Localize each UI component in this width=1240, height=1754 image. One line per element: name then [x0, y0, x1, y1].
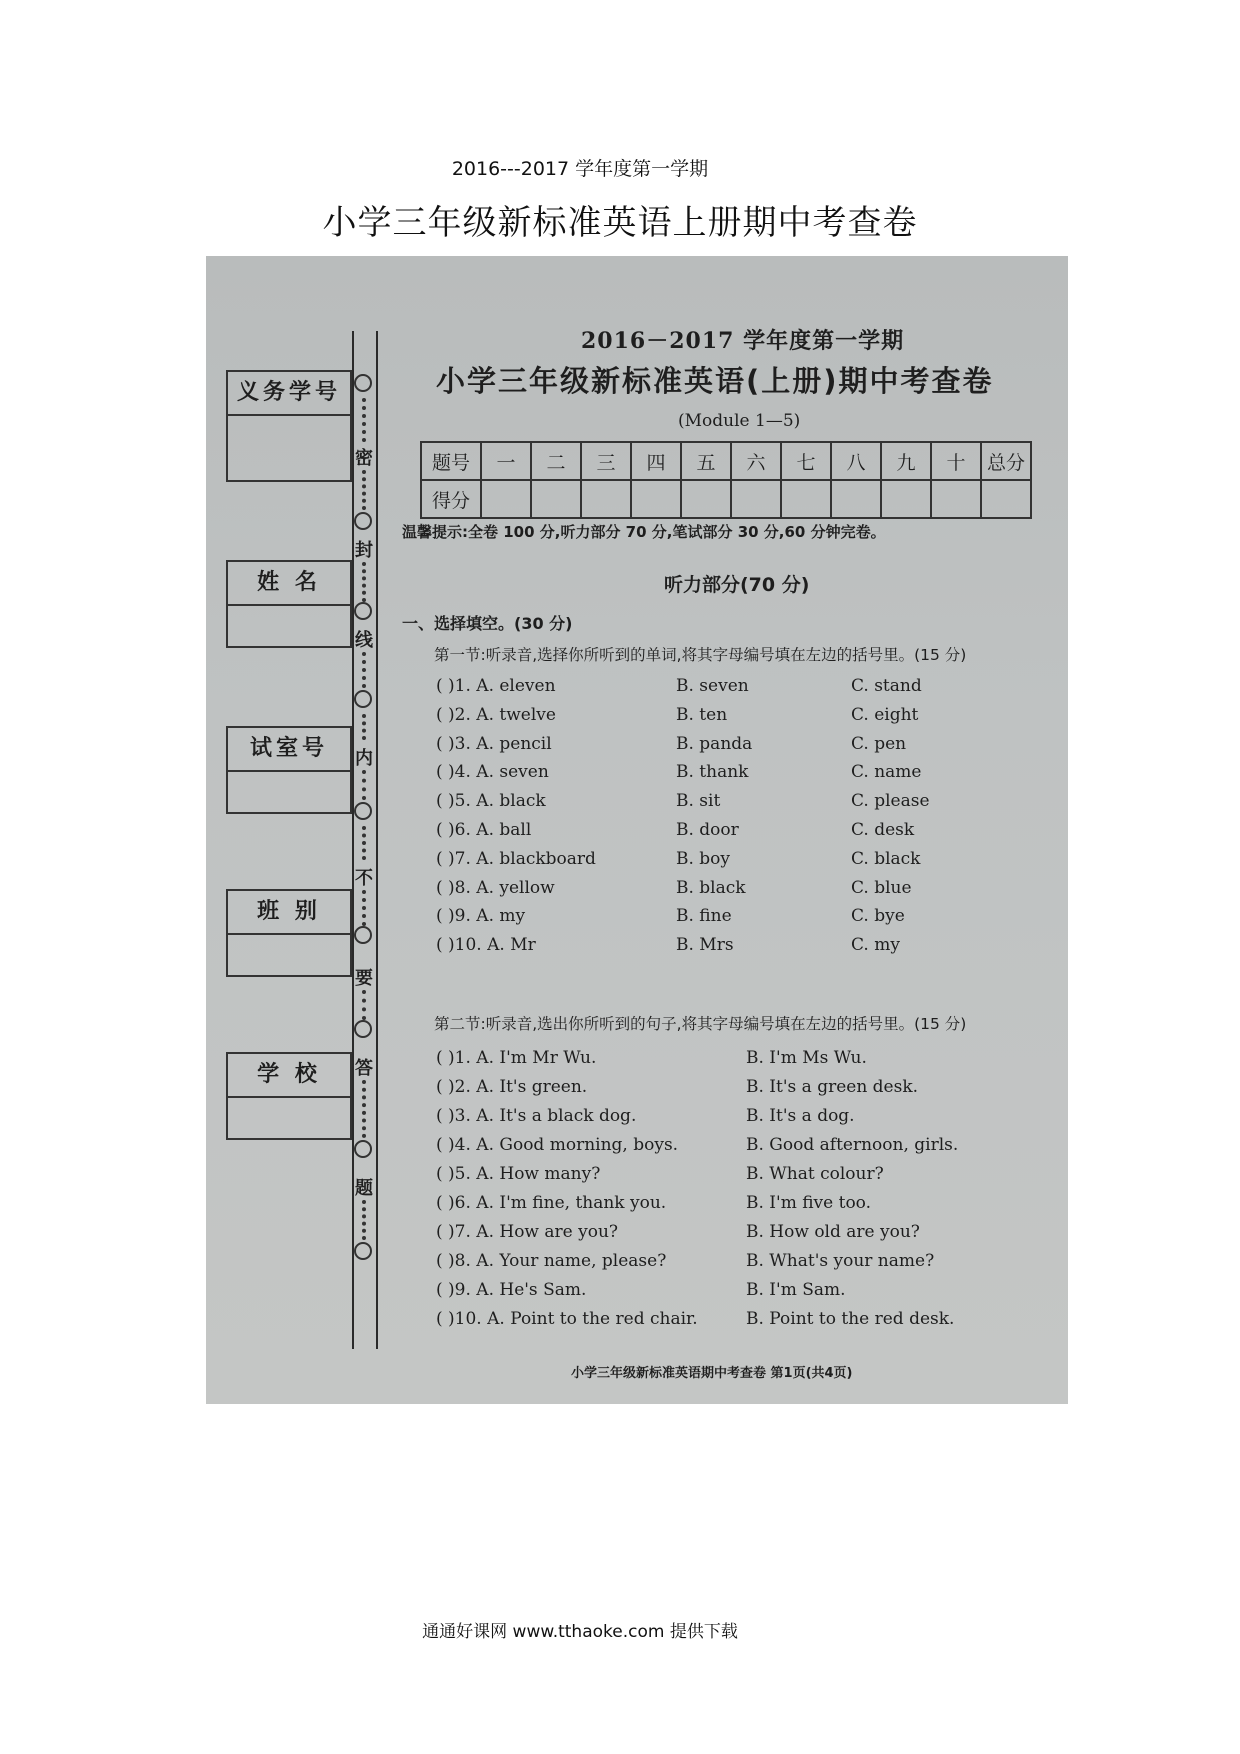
question-option-a: ( )8. A. Your name, please?	[436, 1251, 667, 1271]
question-option-c: C. my	[851, 935, 900, 956]
score-cell: 九	[881, 442, 931, 480]
info-box-exam-room	[226, 726, 352, 814]
seal-circle	[354, 1242, 372, 1260]
question-option-b: B. Point to the red desk.	[746, 1309, 955, 1329]
question-option-c: C. desk	[851, 820, 915, 840]
seal-char: 题	[355, 1178, 373, 1199]
seal-circle	[354, 1140, 372, 1158]
seal-circle	[354, 690, 372, 708]
seal-dots	[362, 1080, 370, 1138]
question-option-b: B. ten	[676, 704, 728, 725]
question-option-b: B. What colour?	[746, 1164, 884, 1184]
seal-dots	[362, 770, 370, 800]
seal-dots	[362, 398, 370, 442]
score-cell	[481, 480, 531, 518]
seal-char: 线	[355, 630, 373, 651]
info-label: 试室号	[228, 728, 350, 772]
question-option-a: ( )5. A. black	[436, 791, 546, 812]
seal-dots	[362, 890, 370, 926]
sub2-instruction: 第二节:听录音,选出你所听到的句子,将其字母编号填在左边的括号里。(15 分)	[434, 1015, 967, 1033]
seal-dots	[362, 826, 370, 860]
info-box-name	[226, 560, 352, 648]
question-option-b: B. I'm five too.	[746, 1193, 872, 1213]
seal-line	[352, 374, 376, 1314]
section-title: 一、选择填空。(30 分)	[402, 614, 573, 633]
seal-circle	[354, 512, 372, 530]
seal-dots	[362, 1200, 370, 1240]
exam-page-footer: 小学三年级新标准英语期中考查卷 第1页(共4页)	[571, 1366, 853, 1381]
seal-dots	[362, 562, 370, 602]
question-option-a: ( )4. A. seven	[436, 762, 549, 783]
score-cell: 十	[931, 442, 981, 480]
question-option-a: ( )8. A. yellow	[436, 877, 555, 898]
score-cell	[531, 480, 581, 518]
seal-circle	[354, 374, 372, 392]
seal-char: 不	[355, 868, 373, 889]
question-option-b: B. black	[676, 877, 746, 898]
question-option-c: C. stand	[851, 676, 922, 696]
question-option-b: B. thank	[676, 762, 749, 783]
question-option-a: ( )10. A. Point to the red chair.	[436, 1309, 698, 1329]
seal-char: 答	[355, 1058, 373, 1079]
question-option-c: C. please	[851, 791, 930, 812]
question-option-a: ( )9. A. He's Sam.	[436, 1280, 587, 1300]
info-label: 姓 名	[228, 562, 350, 606]
score-cell	[631, 480, 681, 518]
seal-char: 封	[355, 540, 373, 561]
exam-photo	[206, 256, 1068, 1404]
score-cell	[731, 480, 781, 518]
info-box-class	[226, 889, 352, 977]
score-cell: 三	[581, 442, 631, 480]
exam-title: 小学三年级新标准英语(上册)期中考查卷	[436, 364, 994, 398]
question-option-a: ( )1. A. I'm Mr Wu.	[436, 1048, 597, 1068]
question-option-a: ( )1. A. eleven	[436, 676, 556, 696]
seal-circle	[354, 802, 372, 820]
document-title: 小学三年级新标准英语上册期中考查卷	[322, 203, 918, 243]
question-option-b: B. Mrs	[676, 935, 734, 956]
score-cell: 总分	[981, 442, 1031, 480]
score-cell: 一	[481, 442, 531, 480]
info-box-school	[226, 1052, 352, 1140]
info-label: 班 别	[228, 891, 350, 935]
question-option-a: ( )7. A. blackboard	[436, 848, 596, 869]
score-cell	[681, 480, 731, 518]
question-option-a: ( )9. A. my	[436, 906, 526, 927]
term-heading: 2016---2017 学年度第一学期	[451, 158, 709, 180]
part-title: 听力部分(70 分)	[664, 574, 810, 596]
question-option-c: C. blue	[851, 877, 912, 898]
seal-circle	[354, 602, 372, 620]
question-option-b: B. sit	[676, 791, 721, 812]
question-option-a: ( )5. A. How many?	[436, 1164, 601, 1184]
score-value-row	[421, 480, 1031, 518]
info-label: 学 校	[228, 1054, 350, 1098]
question-option-b: B. boy	[676, 848, 731, 869]
download-credit: 通通好课网 www.tthaoke.com 提供下载	[422, 1622, 738, 1642]
margin-line-right	[376, 331, 378, 1349]
sub1-instruction: 第一节:听录音,选择你所听到的单词,将其字母编号填在左边的括号里。(15 分)	[434, 646, 967, 664]
question-option-c: C. eight	[851, 704, 919, 725]
score-cell	[831, 480, 881, 518]
info-label: 义务学号	[228, 372, 350, 416]
info-box-student-id	[226, 370, 352, 482]
question-option-b: B. panda	[676, 733, 753, 754]
question-option-b: B. It's a dog.	[746, 1106, 855, 1126]
score-cell: 六	[731, 442, 781, 480]
question-option-c: C. name	[851, 762, 922, 783]
score-cell: 七	[781, 442, 831, 480]
question-option-a: ( )7. A. How are you?	[436, 1222, 619, 1242]
score-cell: 题号	[421, 442, 481, 480]
question-option-b: B. door	[676, 820, 739, 840]
seal-char: 密	[355, 448, 373, 469]
question-option-b: B. It's a green desk.	[746, 1077, 919, 1097]
seal-char: 内	[355, 748, 373, 769]
question-option-c: C. black	[851, 848, 921, 869]
score-cell: 五	[681, 442, 731, 480]
question-option-a: ( )2. A. twelve	[436, 704, 556, 725]
score-cell	[931, 480, 981, 518]
score-cell: 二	[531, 442, 581, 480]
score-cell	[981, 480, 1031, 518]
question-option-b: B. seven	[676, 676, 749, 696]
question-option-a: ( )10. A. Mr	[436, 935, 536, 956]
seal-circle	[354, 926, 372, 944]
question-option-a: ( )3. A. It's a black dog.	[436, 1106, 637, 1126]
question-option-c: C. pen	[851, 733, 907, 754]
score-cell	[781, 480, 831, 518]
question-option-a: ( )3. A. pencil	[436, 733, 552, 754]
question-option-b: B. Good afternoon, girls.	[746, 1135, 959, 1155]
exam-module: (Module 1—5)	[678, 411, 801, 431]
question-option-a: ( )2. A. It's green.	[436, 1077, 588, 1097]
exam-tip: 温馨提示:全卷 100 分,听力部分 70 分,笔试部分 30 分,60 分钟完卷。	[402, 523, 886, 541]
score-cell	[581, 480, 631, 518]
exam-year: 2016－2017 学年度第一学期	[581, 328, 905, 354]
score-header-row	[421, 442, 1031, 480]
question-option-b: B. What's your name?	[746, 1251, 935, 1271]
score-cell: 四	[631, 442, 681, 480]
seal-dots	[362, 714, 370, 740]
question-option-a: ( )6. A. ball	[436, 820, 532, 840]
seal-circle	[354, 1020, 372, 1038]
question-option-b: B. fine	[676, 906, 732, 927]
score-cell: 八	[831, 442, 881, 480]
question-option-c: C. bye	[851, 906, 905, 927]
question-option-b: B. I'm Ms Wu.	[746, 1048, 867, 1068]
seal-dots	[362, 652, 370, 688]
question-option-a: ( )6. A. I'm fine, thank you.	[436, 1193, 667, 1213]
score-cell	[881, 480, 931, 518]
seal-char: 要	[355, 968, 373, 989]
seal-dots	[362, 470, 370, 510]
question-option-b: B. How old are you?	[746, 1222, 920, 1242]
score-table	[420, 441, 1032, 519]
question-option-b: B. I'm Sam.	[746, 1280, 846, 1300]
seal-dots	[362, 990, 370, 1020]
question-option-a: ( )4. A. Good morning, boys.	[436, 1135, 679, 1155]
score-cell: 得分	[421, 480, 481, 518]
